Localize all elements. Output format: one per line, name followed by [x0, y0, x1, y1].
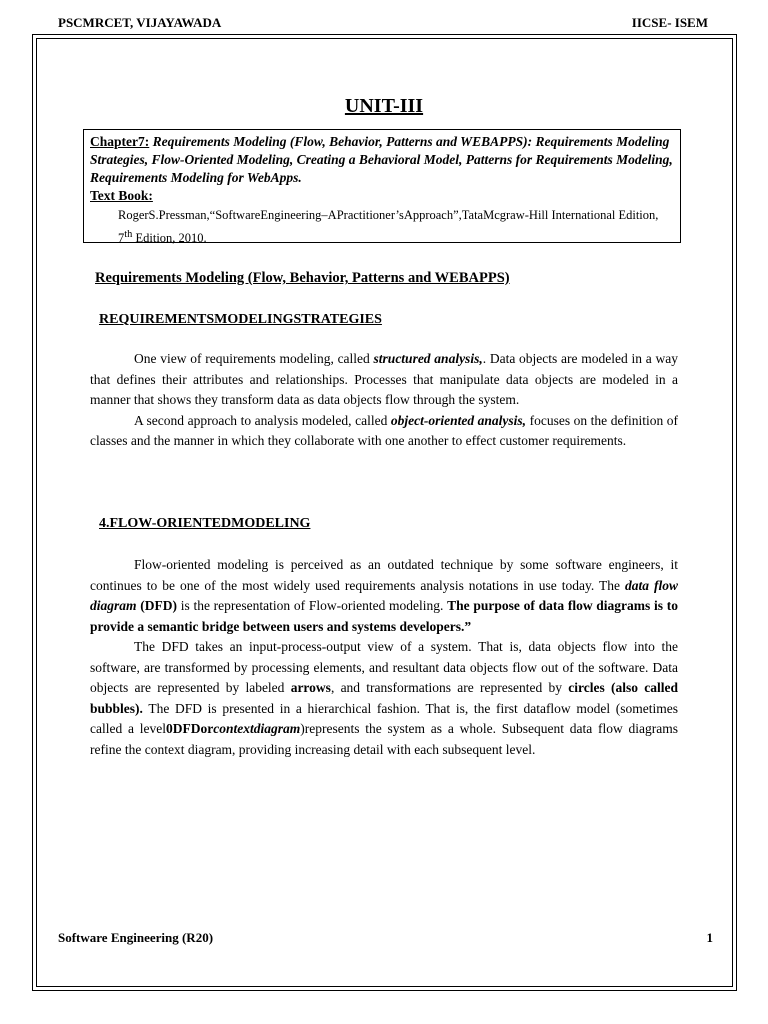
strategies-paragraph-1: One view of requirements modeling, called structured analysis,. Data objects are modeled in a way that defines their attributes and relationships. Processes that manipulate data objects are modeled in a manner that shows they transform data as data objects flow through the system.	[90, 351, 678, 407]
textbook-reference	[90, 205, 674, 248]
textbook-ref-text: RogerS.Pressman,“SoftwareEngineering–APractitioner’sApproach”,TataMcgraw-Hill International Edition, 7	[118, 208, 659, 246]
unit-title: UNIT-III	[344, 95, 424, 117]
textbook-ref-end: Edition, 2010.	[132, 231, 207, 246]
chapter-label: Chapter7:	[90, 134, 150, 149]
header-institution: PSCMRCET, VIJAYAWADA	[58, 15, 222, 30]
strategies-text	[90, 349, 678, 452]
section-heading-main: Requirements Modeling (Flow, Behavior, Patterns and WEBAPPS)	[95, 270, 510, 286]
dfd-purpose-statement: The purpose of data flow diagrams is to provide a semantic bridge between users and systems developers.”	[90, 598, 679, 634]
section-heading-flow: 4.FLOW-ORIENTEDMODELING	[99, 516, 311, 531]
section-heading-strategies: REQUIREMENTSMODELINGSTRATEGIES	[99, 312, 382, 327]
textbook-label: Text Book:	[90, 188, 153, 203]
strategies-paragraph-2: A second approach to analysis modeled, called object-oriented analysis, focuses on the definition of classes and the manner in which they collaborate with one another to effect customer requirements.	[90, 412, 678, 448]
page-number: 1	[706, 930, 713, 945]
structured-analysis-term: structured analysis,	[373, 351, 483, 366]
dfd-term: data flow diagram	[90, 577, 678, 613]
chapter-description	[90, 133, 674, 187]
object-oriented-analysis-term: object-oriented analysis,	[390, 412, 527, 428]
flow-text	[90, 555, 678, 760]
chapter-box	[83, 129, 681, 246]
flow-paragraph-1: Flow-oriented modeling is perceived as an outdated technique by some software engineers, it continues to be one of the most widely used requirements analysis notations in use today. The data flow diagram (DFD) is the representation of Flow-oriented modeling. The purpose of data flow diagrams is to provide a semantic bridge between users and systems developers.”	[90, 557, 679, 634]
chapter-title: Requirements Modeling (Flow, Behavior, Patterns and WEBAPPS): Requirements Modeling Strategies, Flow-Oriented Modeling, Creating a Behavioral Model, Patterns for Requirements Modeling, Requirements Modeling for WebApps.	[90, 134, 673, 185]
header-course: IICSE- ISEM	[631, 15, 708, 30]
textbook-ref-sup: th	[124, 229, 133, 240]
flow-paragraph-2: The DFD takes an input-process-output view of a system. That is, data objects flow into the software, are transformed by processing elements, and resultant data objects flow out of the software. Data objects are represented by labeled arrows, and transformations are represented by circles (also called bubbles). The DFD is presented in a hierarchical fashion. That is, the first dataflow model (sometimes called a level0DFDorcontextdiagram)represents the system as a whole. Subsequent data flow diagrams refine the context diagram, providing increasing detail with each subsequent level.	[90, 639, 678, 757]
footer-course-title: Software Engineering (R20)	[58, 930, 214, 945]
